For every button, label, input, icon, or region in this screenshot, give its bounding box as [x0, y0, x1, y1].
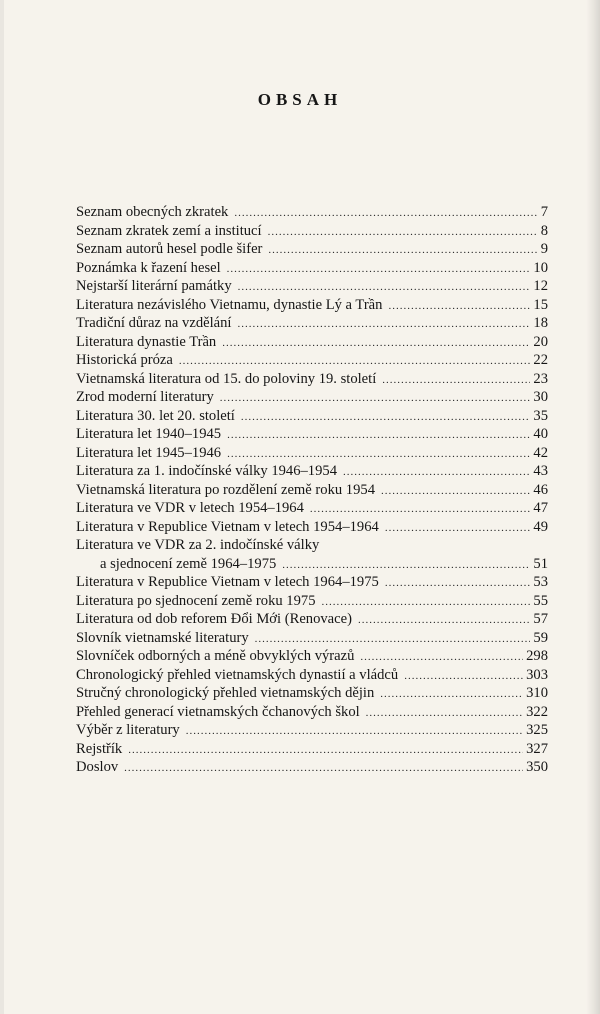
- toc-entry-label: Literatura v Republice Vietnam v letech 1964–1975: [76, 574, 379, 590]
- toc-dot-leader: [179, 352, 531, 371]
- toc-page-number: 35: [533, 407, 548, 424]
- toc-dot-leader: [124, 759, 523, 778]
- toc-dot-leader: [366, 704, 523, 723]
- toc-entry: [76, 240, 548, 259]
- toc-entry-label: Literatura nezávislého Vietnamu, dynastie Lý a Trần: [76, 296, 383, 313]
- toc-dot-leader: [381, 482, 530, 501]
- toc-entry-label: Tradiční důraz na vzdělání: [76, 315, 232, 331]
- toc-entry-label: Literatura od dob reforem Đổi Mới (Renovace): [76, 611, 352, 627]
- toc-entry-label: Literatura v Republice Vietnam v letech 1954–1964: [76, 518, 379, 535]
- toc-entry-label: Vietnamská literatura po rozdělení země roku 1954: [76, 481, 375, 498]
- toc-page-number: 22: [533, 352, 548, 368]
- toc-dot-leader: [282, 556, 530, 575]
- toc-entry: [76, 277, 548, 296]
- toc-entry: [76, 481, 548, 500]
- toc-page-number: 51: [533, 555, 548, 572]
- toc-page-number: 303: [526, 666, 548, 683]
- toc-entry: [76, 296, 548, 315]
- toc-page-number: 43: [533, 463, 548, 479]
- toc-dot-leader: [238, 278, 531, 297]
- toc-dot-leader: [385, 574, 531, 593]
- toc-dot-leader: [343, 463, 530, 482]
- toc-page-number: 40: [533, 426, 548, 442]
- toc-entry: [76, 314, 548, 333]
- toc-entry: [76, 610, 548, 629]
- toc-page-number: 8: [540, 222, 548, 239]
- toc-entry-label: Literatura ve VDR za 2. indočínské války: [76, 537, 320, 553]
- toc-entry: [76, 499, 548, 518]
- toc-entry: [76, 592, 548, 611]
- toc-entry-label: a sjednocení země 1964–1975: [100, 555, 277, 572]
- page-right-edge-shadow: [586, 0, 600, 1014]
- toc-entry-label: Literatura ve VDR v letech 1954–1964: [76, 500, 304, 516]
- toc-entry: [76, 666, 548, 685]
- toc-page-number: 57: [533, 611, 548, 627]
- toc-entry-label: Stručný chronologický přehled vietnamských dějin: [76, 685, 375, 701]
- toc-entry: [76, 684, 548, 703]
- toc-page-number: 15: [533, 296, 548, 313]
- toc-entry: [76, 555, 548, 574]
- toc-dot-leader: [128, 741, 523, 760]
- toc-page-number: 18: [533, 315, 548, 331]
- toc-entry-label: Rejstřík: [76, 740, 123, 757]
- toc-entry: [76, 573, 548, 592]
- toc-entry-label: Slovníček odborných a méně obvyklých výrazů: [76, 648, 355, 664]
- toc-entry: [76, 222, 548, 241]
- toc-dot-leader: [380, 685, 523, 704]
- toc-entry: [76, 740, 548, 759]
- toc-page-number: 23: [533, 370, 548, 387]
- toc-entry-label: Seznam obecných zkratek: [76, 204, 229, 220]
- toc-entry-label: Chronologický přehled vietnamských dynastií a vládců: [76, 666, 399, 683]
- toc-entry: [76, 758, 548, 777]
- toc-entry: [76, 425, 548, 444]
- toc-entry-label: Vietnamská literatura od 15. do poloviny 19. století: [76, 370, 377, 387]
- toc-page-number: 55: [533, 592, 548, 609]
- toc-page-number: 310: [526, 685, 548, 701]
- toc-dot-leader: [360, 648, 523, 667]
- toc-dot-leader: [322, 593, 531, 612]
- toc-entry: [76, 536, 548, 555]
- toc-entry: [76, 518, 548, 537]
- toc-dot-leader: [234, 204, 537, 223]
- toc-entry-label: Literatura 30. let 20. století: [76, 407, 235, 424]
- page-left-edge-shadow: [0, 0, 4, 1014]
- toc-page-number: 298: [526, 648, 548, 664]
- toc-page-number: 53: [533, 574, 548, 590]
- toc-entry-label: Nejstarší literární památky: [76, 278, 232, 294]
- toc-entry: [76, 407, 548, 426]
- toc-entry-label: Literatura dynastie Trần: [76, 333, 217, 350]
- toc-entry: [76, 444, 548, 463]
- toc-entry: [76, 629, 548, 648]
- toc-page-number: 20: [533, 333, 548, 350]
- toc-entry: [76, 203, 548, 222]
- toc-entry-label: Seznam zkratek zemí a institucí: [76, 222, 262, 239]
- toc-page-number: 9: [540, 241, 548, 257]
- toc-entry: [76, 721, 548, 740]
- table-of-contents: [76, 203, 548, 777]
- toc-dot-leader: [310, 500, 531, 519]
- toc-page-number: 7: [540, 204, 548, 220]
- toc-entry: [76, 462, 548, 481]
- toc-dot-leader: [385, 519, 531, 538]
- page-title: OBSAH: [257, 90, 343, 109]
- toc-dot-leader: [404, 667, 523, 686]
- toc-page-number: 322: [526, 703, 548, 720]
- toc-entry: [76, 351, 548, 370]
- toc-entry-label: Zrod moderní literatury: [76, 389, 214, 405]
- toc-entry: [76, 370, 548, 389]
- toc-page-number: 47: [533, 500, 548, 516]
- toc-dot-leader: [220, 389, 531, 408]
- toc-page-number: 327: [526, 740, 548, 757]
- toc-entry: [76, 259, 548, 278]
- toc-page-number: 325: [526, 722, 548, 738]
- toc-dot-leader: [388, 297, 530, 316]
- toc-entry-label: Literatura let 1940–1945: [76, 426, 222, 442]
- toc-dot-leader: [227, 426, 530, 445]
- toc-entry-label: Literatura za 1. indočínské války 1946–1954: [76, 463, 337, 479]
- toc-page-number: 49: [533, 518, 548, 535]
- toc-page-number: 12: [533, 278, 548, 294]
- toc-entry: [76, 703, 548, 722]
- toc-entry-label: Seznam autorů hesel podle šifer: [76, 241, 263, 257]
- toc-page-number: 30: [533, 389, 548, 405]
- toc-page-number: 59: [533, 629, 548, 646]
- toc-entry-label: Literatura po sjednocení země roku 1975: [76, 592, 316, 609]
- toc-entry-label: Výběr z literatury: [76, 722, 180, 738]
- toc-entry: [76, 647, 548, 666]
- toc-page-number: 350: [526, 759, 548, 775]
- toc-entry-label: Historická próza: [76, 352, 173, 368]
- toc-page-number: 10: [533, 259, 548, 276]
- toc-dot-leader: [358, 611, 530, 630]
- toc-dot-leader: [268, 241, 537, 260]
- toc-page-number: 42: [533, 444, 548, 461]
- toc-entry: [76, 388, 548, 407]
- toc-dot-leader: [382, 371, 530, 390]
- toc-dot-leader: [268, 223, 538, 242]
- toc-dot-leader: [255, 630, 531, 649]
- toc-entry-label: Slovník vietnamské literatury: [76, 629, 249, 646]
- toc-entry-label: Přehled generací vietnamských čchanových škol: [76, 703, 360, 720]
- toc-entry-label: Doslov: [76, 759, 119, 775]
- toc-entry-label: Poznámka k řazení hesel: [76, 259, 221, 276]
- toc-entry-label: Literatura let 1945–1946: [76, 444, 222, 461]
- toc-dot-leader: [222, 334, 530, 353]
- toc-dot-leader: [237, 315, 530, 334]
- toc-dot-leader: [227, 260, 531, 279]
- toc-dot-leader: [227, 445, 530, 464]
- toc-page-number: 46: [533, 481, 548, 498]
- toc-entry: [76, 333, 548, 352]
- toc-dot-leader: [186, 722, 523, 741]
- toc-dot-leader: [241, 408, 531, 427]
